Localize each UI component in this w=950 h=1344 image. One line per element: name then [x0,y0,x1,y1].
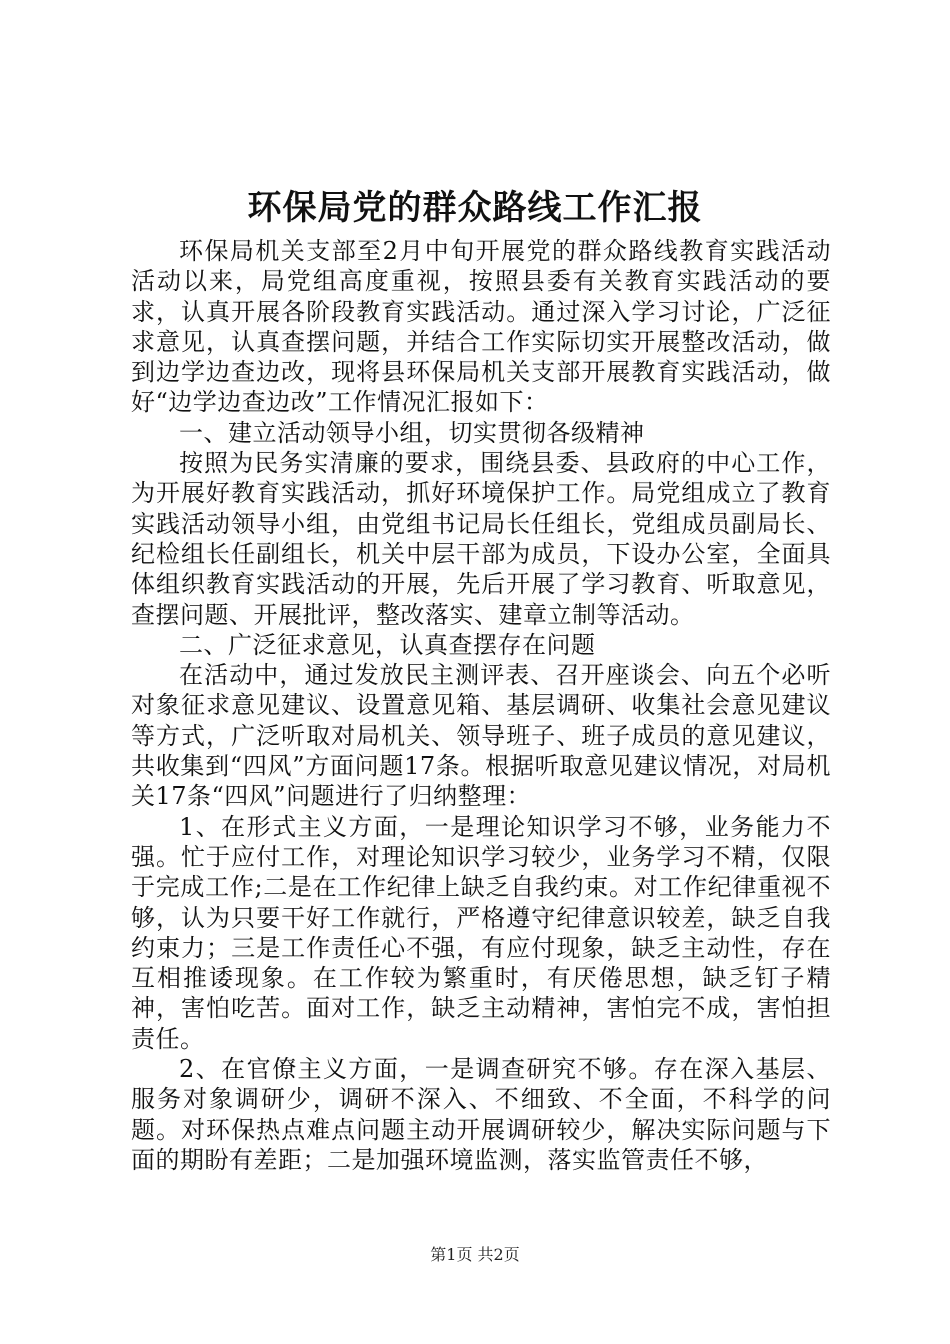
section-heading-1: 一、建立活动领导小组，切实贯彻各级精神 [179,418,645,447]
section-heading-2: 二、广泛征求意见，认真查摆存在问题 [179,630,596,659]
paragraph-intro: 环保局机关支部至2月中旬开展党的群众路线教育实践活动活动以来，局党组高度重视，按照县委有关教育实践活动的要求，认真开展各阶段教育实践活动。通过深入学习讨论，广泛征求意见，认真查摆问题，并结合工作实际切实开展整改活动，做到边学边查边改，现将县环保局机关支部开展教育实践活动，做好“边学边查边改”工作情况汇报如下： [131,237,831,417]
document-title: 环保局党的群众路线工作汇报 [247,188,703,228]
paragraph-section-1: 按照为民务实清廉的要求，围绕县委、县政府的中心工作，为开展好教育实践活动，抓好环境保护工作。局党组成立了教育实践活动领导小组，由党组书记局长任组长，党组成员副局长、纪检组长任副组长，机关中层干部为成员，下设办公室，全面具体组织教育实践活动的开展，先后开展了学习教育、听取意见，查摆问题、开展批评，整改落实、建章立制等活动。 [131,449,831,629]
paragraph-bureaucratism: 2、在官僚主义方面，一是调查研究不够。存在深入基层、服务对象调研少，调研不深入、不细致、不全面，不科学的问题。对环保热点难点问题主动开展调研较少，解决实际问题与下面的期盼有差距；二是加强环境监测，落实监管责任不够， [131,1055,831,1174]
paragraph-section-2: 在活动中，通过发放民主测评表、召开座谈会、向五个必听对象征求意见建议、设置意见箱、基层调研、收集社会意见建议等方式，广泛听取对局机关、领导班子、班子成员的意见建议，共收集到“四风”方面问题17条。根据听取意见建议情况，对局机关17条“四风”问题进行了归纳整理： [131,661,831,811]
paragraph-formalism: 1、在形式主义方面，一是理论知识学习不够，业务能力不强。忙于应付工作，对理论知识学习较少，业务学习不精，仅限于完成工作;二是在工作纪律上缺乏自我约束。对工作纪律重视不够，认为只要干好工作就行，严格遵守纪律意识较差，缺乏自我约束力；三是工作责任心不强，有应付现象，缺乏主动性，存在互相推诿现象。在工作较为繁重时，有厌倦思想，缺乏钉子精神，害怕吃苦。面对工作，缺乏主动精神，害怕完不成，害怕担责任。 [131,812,831,1053]
page-number-footer: 第1页 共2页 [430,1245,520,1264]
document-body [131,236,831,1175]
